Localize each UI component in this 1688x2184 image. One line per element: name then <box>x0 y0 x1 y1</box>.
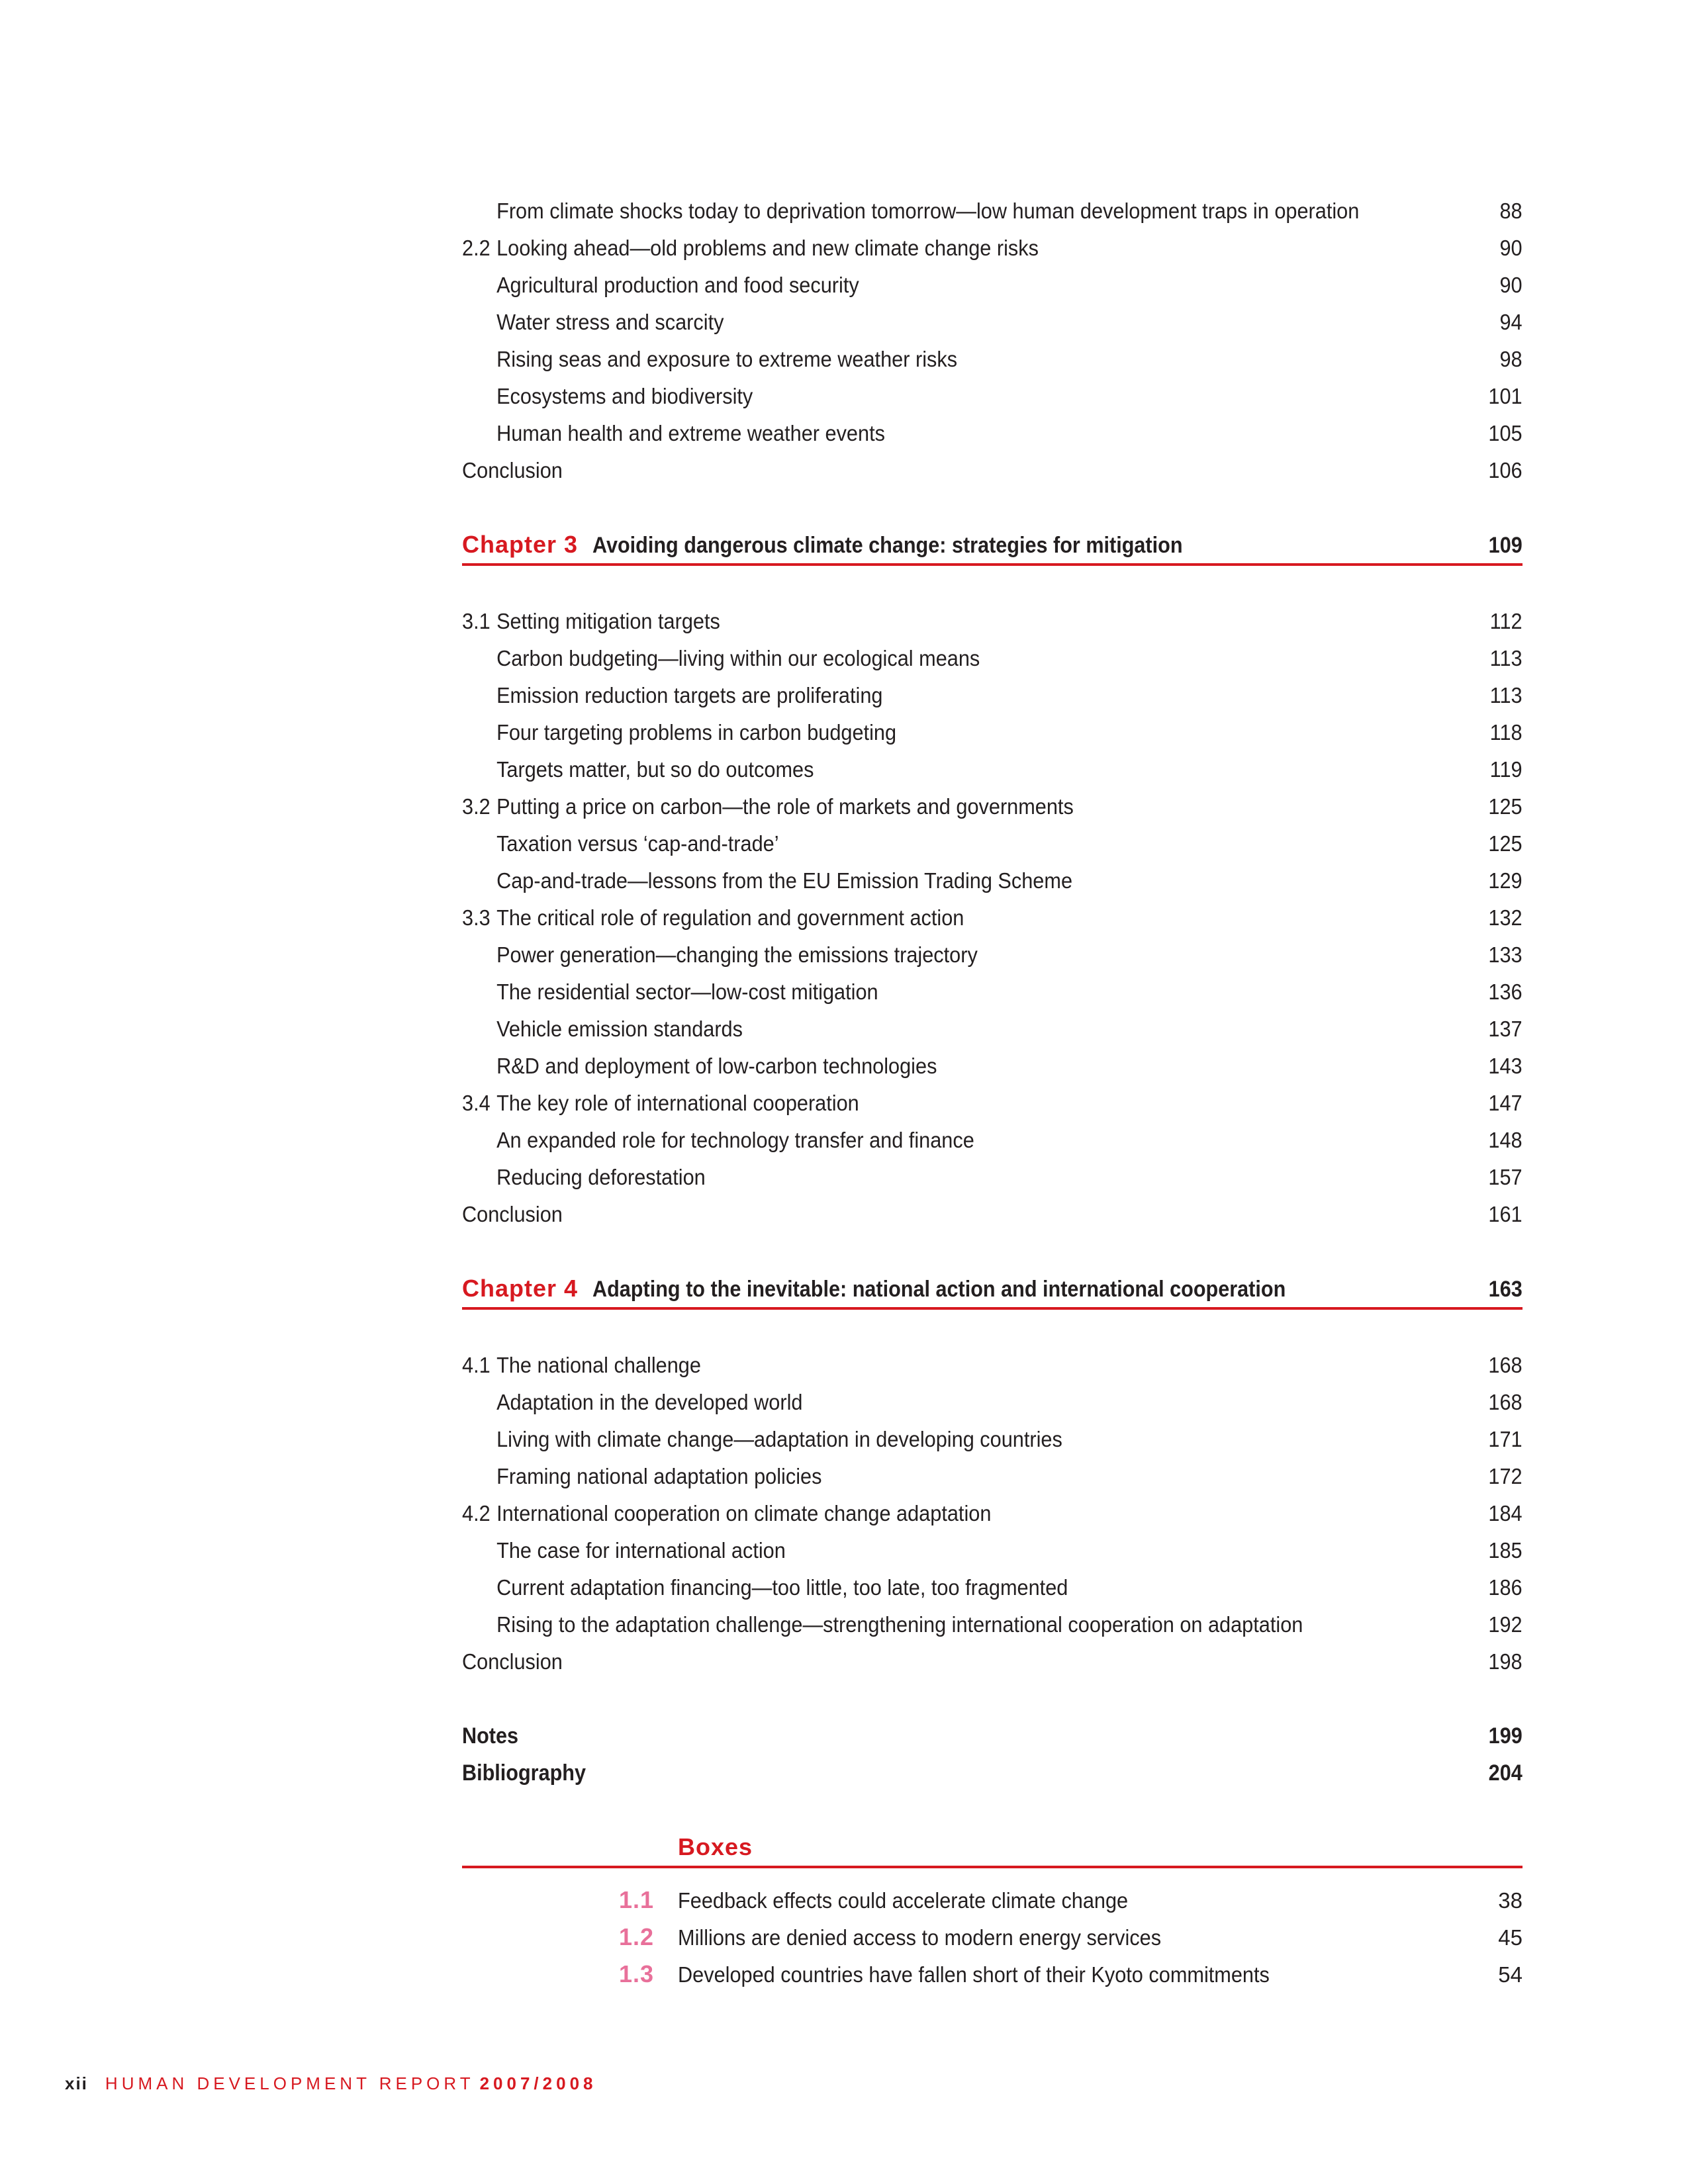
toc-entry-page: 94 <box>1499 310 1523 334</box>
box-entry[interactable] <box>462 1919 1523 1956</box>
toc-entry-title: Living with climate change—adaptation in developing countries <box>496 1427 1062 1451</box>
toc-entry[interactable] <box>462 1196 1523 1233</box>
notes-label: Notes <box>462 1723 519 1749</box>
toc-entry-label <box>462 1048 937 1085</box>
box-title: Developed countries have fallen short of their Kyoto commitments <box>678 1962 1270 1987</box>
toc-entry-label <box>462 452 563 489</box>
toc-entry-title: Reducing deforestation <box>496 1165 706 1189</box>
toc-entry-label <box>462 1196 563 1233</box>
toc-entry-page: 161 <box>1488 1202 1523 1226</box>
chapter4-list <box>462 1347 1523 1680</box>
toc-entry-label <box>462 1347 701 1384</box>
page-footer <box>65 2070 597 2097</box>
report-name: HUMAN DEVELOPMENT REPORT <box>105 2073 475 2093</box>
toc-entry[interactable] <box>462 1458 1523 1495</box>
toc-entry-title: Agricultural production and food security <box>496 273 859 297</box>
toc-entry-label <box>462 825 779 862</box>
box-entry[interactable] <box>462 1882 1523 1919</box>
toc-entry-label <box>462 1159 706 1196</box>
toc-entry-page: 105 <box>1488 421 1523 445</box>
toc-entry-label <box>462 1458 821 1495</box>
toc-entry-title: Carbon budgeting—living within our ecological means <box>496 646 980 670</box>
toc-entry[interactable] <box>462 1048 1523 1085</box>
toc-entry-page: 171 <box>1488 1427 1523 1451</box>
chapter3-title: Avoiding dangerous climate change: strategies for mitigation <box>592 533 1183 558</box>
toc-section-number: 3.4 <box>462 1091 491 1115</box>
toc-entry-title: Conclusion <box>462 1202 563 1226</box>
toc-entry[interactable] <box>462 677 1523 714</box>
toc-entry[interactable] <box>462 751 1523 788</box>
toc-entry-title: From climate shocks today to deprivation tomorrow—low human development traps in operation <box>496 199 1360 223</box>
chapter3-number: Chapter 3 <box>462 531 579 558</box>
toc-entry-title: Adaptation in the developed world <box>496 1390 803 1414</box>
toc-entry-title: Power generation—changing the emissions trajectory <box>496 942 978 967</box>
toc-entry-title: An expanded role for technology transfer and finance <box>496 1128 974 1152</box>
toc-entry[interactable] <box>462 714 1523 751</box>
toc-entry-title: R&D and deployment of low-carbon technologies <box>496 1054 937 1078</box>
box-page: 54 <box>1498 1962 1523 1987</box>
toc-entry[interactable] <box>462 1421 1523 1458</box>
toc-entry-label <box>462 1606 1303 1643</box>
chapter4-number: Chapter 4 <box>462 1275 579 1302</box>
toc-entry-page: 133 <box>1488 942 1523 967</box>
toc-entry-page: 172 <box>1488 1464 1523 1488</box>
toc-entry[interactable] <box>462 603 1523 640</box>
toc-entry-label <box>462 1421 1062 1458</box>
toc-entry-title: Targets matter, but so do outcomes <box>496 757 814 782</box>
toc-entry-label <box>462 899 964 936</box>
bibliography-page: 204 <box>1488 1760 1523 1786</box>
chapter4-page: 163 <box>1488 1277 1523 1302</box>
toc-entry-label <box>462 1122 974 1159</box>
box-number: 1.2 <box>618 1923 654 1950</box>
toc-section-number: 4.1 <box>462 1353 491 1377</box>
toc-entry-label <box>462 341 957 378</box>
toc-entry[interactable] <box>462 304 1523 341</box>
toc-entry[interactable] <box>462 1347 1523 1384</box>
toc-entry[interactable] <box>462 862 1523 899</box>
box-page: 45 <box>1498 1925 1523 1950</box>
toc-entry[interactable] <box>462 1532 1523 1569</box>
toc-entry-label <box>462 304 724 341</box>
toc-entry-label <box>462 1011 743 1048</box>
chapter3-page: 109 <box>1488 533 1523 558</box>
box-number: 1.1 <box>618 1886 654 1913</box>
toc-entry-page: 168 <box>1488 1353 1523 1377</box>
toc-entry-page: 101 <box>1488 384 1523 408</box>
chapter4-title: Adapting to the inevitable: national action and international cooperation <box>592 1277 1286 1302</box>
toc-entry[interactable] <box>462 1606 1523 1643</box>
toc-entry[interactable] <box>462 936 1523 974</box>
toc-entry-page: 119 <box>1489 757 1523 782</box>
toc-entry-title: Conclusion <box>462 458 563 482</box>
toc-entry-title: Emission reduction targets are proliferating <box>496 683 883 707</box>
toc-entry-notes[interactable] <box>462 1717 1523 1754</box>
toc-entry-label <box>462 603 720 640</box>
toc-entry-title: The case for international action <box>496 1538 786 1563</box>
toc-entry-title: Cap-and-trade—lessons from the EU Emission Trading Scheme <box>496 868 1073 893</box>
box-title: Feedback effects could accelerate climate change <box>678 1888 1129 1913</box>
toc-entry-page: 106 <box>1488 458 1523 482</box>
toc-section-number: 3.3 <box>462 905 491 930</box>
toc-entry-title: Rising seas and exposure to extreme weather risks <box>496 347 958 371</box>
toc-entry-title: Water stress and scarcity <box>496 310 724 334</box>
toc-entry-title: Looking ahead—old problems and new climate change risks <box>496 236 1039 260</box>
table-of-contents <box>462 193 1523 1993</box>
toc-entry-page: 147 <box>1488 1091 1523 1115</box>
toc-entry-label <box>462 1085 859 1122</box>
box-title: Millions are denied access to modern energy services <box>678 1925 1162 1950</box>
toc-entry[interactable] <box>462 640 1523 677</box>
toc-entry-page: 125 <box>1488 831 1523 856</box>
toc-entry-page: 113 <box>1489 683 1523 707</box>
toc-entry-label <box>462 974 878 1011</box>
toc-entry-page: 129 <box>1488 868 1523 893</box>
toc-entry-title: The critical role of regulation and government action <box>496 905 964 930</box>
toc-entry-title: Conclusion <box>462 1649 563 1674</box>
box-entry[interactable] <box>462 1956 1523 1993</box>
toc-entry-page: 168 <box>1488 1390 1523 1414</box>
toc-section-number: 3.2 <box>462 794 491 819</box>
toc-entry[interactable] <box>462 230 1523 267</box>
toc-entry-page: 186 <box>1488 1575 1523 1600</box>
boxes-heading: Boxes <box>462 1829 1523 1868</box>
toc-entry[interactable] <box>462 1495 1523 1532</box>
toc-entry-title: Taxation versus ‘cap-and-trade’ <box>496 831 779 856</box>
toc-entry[interactable] <box>462 1085 1523 1122</box>
toc-entry-page: 90 <box>1499 236 1523 260</box>
toc-entry[interactable] <box>462 378 1523 415</box>
toc-entry-title: The residential sector—low-cost mitigation <box>496 979 878 1004</box>
toc-entry-page: 118 <box>1489 720 1523 745</box>
toc-entry-page: 136 <box>1488 979 1523 1004</box>
toc-entry-title: Current adaptation financing—too little, too late, too fragmented <box>496 1575 1068 1600</box>
toc-entry-page: 137 <box>1488 1017 1523 1041</box>
toc-entry-title: The key role of international cooperation <box>496 1091 859 1115</box>
report-year: 2007/2008 <box>479 2073 597 2093</box>
toc-entry[interactable] <box>462 341 1523 378</box>
chapter4-heading[interactable] <box>462 1270 1523 1310</box>
toc-entry-title: Four targeting problems in carbon budgeting <box>496 720 897 745</box>
toc-entry-page: 88 <box>1499 199 1523 223</box>
toc-entry[interactable] <box>462 452 1523 489</box>
toc-entry-page: 184 <box>1488 1501 1523 1525</box>
toc-entry-title: Rising to the adaptation challenge—strengthening international cooperation on adaptation <box>496 1612 1303 1637</box>
notes-page: 199 <box>1488 1723 1523 1749</box>
toc-entry[interactable] <box>462 193 1523 230</box>
bibliography-label: Bibliography <box>462 1760 586 1786</box>
toc-entry[interactable] <box>462 1569 1523 1606</box>
toc-entry-label <box>462 1569 1068 1606</box>
toc-entry[interactable] <box>462 1011 1523 1048</box>
toc-entry-label <box>462 640 980 677</box>
chapter2-continued-list <box>462 193 1523 489</box>
toc-entry-page: 192 <box>1488 1612 1523 1637</box>
toc-entry-title: Ecosystems and biodiversity <box>496 384 753 408</box>
toc-entry-label <box>462 1643 563 1680</box>
toc-entry-label <box>462 1495 991 1532</box>
toc-entry-title: Setting mitigation targets <box>496 609 720 633</box>
toc-entry[interactable] <box>462 974 1523 1011</box>
toc-entry-page: 98 <box>1499 347 1523 371</box>
toc-section-number: 4.2 <box>462 1501 491 1525</box>
toc-entry-label <box>462 862 1072 899</box>
toc-entry-page: 143 <box>1488 1054 1523 1078</box>
toc-entry[interactable] <box>462 1159 1523 1196</box>
toc-entry[interactable] <box>462 1643 1523 1680</box>
toc-section-number: 2.2 <box>462 236 491 260</box>
toc-entry-page: 125 <box>1488 794 1523 819</box>
toc-entry-title: International cooperation on climate change adaptation <box>496 1501 992 1525</box>
toc-entry-label <box>462 415 885 452</box>
toc-entry-label <box>462 677 882 714</box>
boxes-list <box>462 1882 1523 1993</box>
box-number: 1.3 <box>618 1960 654 1987</box>
toc-entry-label <box>462 714 896 751</box>
toc-entry-page: 157 <box>1488 1165 1523 1189</box>
toc-entry-label <box>462 378 753 415</box>
toc-entry[interactable] <box>462 267 1523 304</box>
toc-entry[interactable] <box>462 415 1523 452</box>
toc-entry-title: Vehicle emission standards <box>496 1017 743 1041</box>
toc-entry-label <box>462 193 1359 230</box>
toc-entry-label <box>462 230 1039 267</box>
toc-entry-page: 132 <box>1488 905 1523 930</box>
toc-entry-title: The national challenge <box>496 1353 701 1377</box>
toc-entry[interactable] <box>462 788 1523 825</box>
toc-entry-bibliography[interactable] <box>462 1754 1523 1792</box>
toc-entry-title: Framing national adaptation policies <box>496 1464 822 1488</box>
toc-entry[interactable] <box>462 825 1523 862</box>
toc-entry-label <box>462 788 1074 825</box>
box-page: 38 <box>1498 1888 1523 1913</box>
chapter3-heading[interactable] <box>462 526 1523 566</box>
toc-entry-label <box>462 267 859 304</box>
toc-entry[interactable] <box>462 1122 1523 1159</box>
toc-entry-page: 90 <box>1499 273 1523 297</box>
toc-entry-page: 112 <box>1489 609 1523 633</box>
toc-entry-page: 198 <box>1488 1649 1523 1674</box>
toc-entry-page: 185 <box>1488 1538 1523 1563</box>
page-folio: xii <box>65 2073 88 2093</box>
toc-entry-page: 148 <box>1488 1128 1523 1152</box>
toc-entry-title: Putting a price on carbon—the role of markets and governments <box>496 794 1074 819</box>
toc-entry-label <box>462 751 814 788</box>
toc-section-number: 3.1 <box>462 609 491 633</box>
toc-entry-label <box>462 936 978 974</box>
toc-entry-title: Human health and extreme weather events <box>496 421 885 445</box>
toc-entry[interactable] <box>462 1384 1523 1421</box>
toc-entry-label <box>462 1384 802 1421</box>
toc-entry-page: 113 <box>1489 646 1523 670</box>
toc-entry-label <box>462 1532 786 1569</box>
toc-entry[interactable] <box>462 899 1523 936</box>
chapter3-list <box>462 603 1523 1233</box>
